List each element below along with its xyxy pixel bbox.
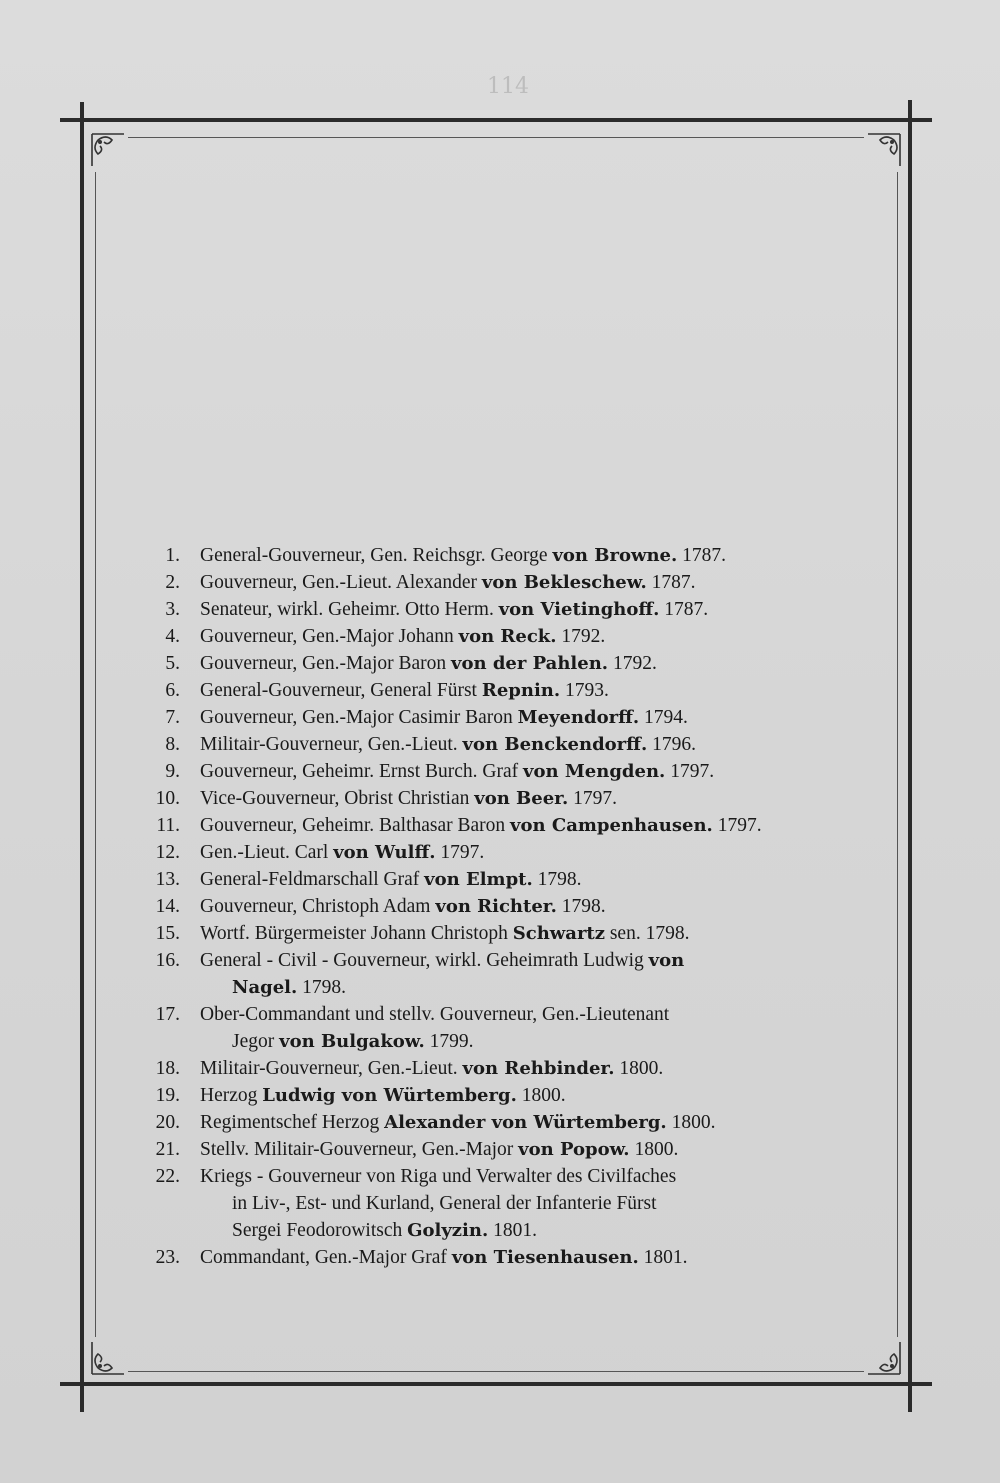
item-text: Sergei Feodorowitsch — [232, 1220, 408, 1241]
item-name: von Reck. — [458, 626, 557, 647]
item-number: 9. — [165, 761, 180, 782]
frame-inner-bottom — [128, 1371, 864, 1372]
item-text: Gouverneur, Geheimr. Balthasar Baron — [200, 815, 511, 836]
list-item — [150, 569, 830, 596]
item-name: Meyendorff. — [517, 707, 640, 728]
item-year: 1797. — [568, 788, 618, 809]
list-item — [150, 839, 830, 866]
item-name: von Elmpt. — [424, 869, 533, 890]
item-text: Jegor — [232, 1031, 280, 1052]
item-name: von Richter. — [435, 896, 557, 917]
list-item — [150, 650, 830, 677]
item-text: Vice-Gouverneur, Obrist Christian — [200, 788, 475, 809]
list-item — [150, 1163, 830, 1244]
item-text: in Liv-, Est- und Kurland, General der Infanterie Fürst — [232, 1193, 657, 1214]
item-text: Stellv. Militair-Gouverneur, Gen.-Major — [200, 1139, 519, 1160]
item-name: von Browne. — [552, 545, 678, 566]
list-item — [150, 1136, 830, 1163]
item-text: Ober-Commandant und stellv. Gouverneur, Gen.-Lieutenant — [200, 1004, 670, 1025]
list-item — [150, 623, 830, 650]
list-item — [150, 920, 830, 947]
list-item — [150, 596, 830, 623]
list-item — [150, 758, 830, 785]
frame-inner-right — [897, 172, 898, 1337]
item-number: 2. — [165, 572, 180, 593]
list-item — [150, 1109, 830, 1136]
item-name: von Vietinghoff. — [498, 599, 660, 620]
item-number: 22. — [155, 1166, 180, 1187]
frame-inner-top — [128, 137, 864, 138]
item-year: 1787. — [677, 545, 727, 566]
item-year: 1800. — [516, 1085, 566, 1106]
list-item — [150, 731, 830, 758]
list-item — [150, 677, 830, 704]
item-text: Kriegs - Gouverneur von Riga und Verwalter des Civilfaches — [200, 1166, 677, 1187]
item-number: 4. — [165, 626, 180, 647]
item-number: 18. — [155, 1058, 180, 1079]
item-year: 1797. — [665, 761, 715, 782]
item-name: Schwartz — [512, 923, 605, 944]
corner-ornament-bottom-right — [864, 1338, 904, 1378]
item-text: Militair-Gouverneur, Gen.-Lieut. — [200, 1058, 463, 1079]
item-text: General-Gouverneur, Gen. Reichsgr. George — [200, 545, 553, 566]
item-name: von der Pahlen. — [451, 653, 609, 674]
list-item — [150, 812, 830, 839]
item-year: 1801. — [638, 1247, 688, 1268]
item-year: 1794. — [639, 707, 688, 728]
item-number: 3. — [165, 599, 180, 620]
item-text: Militair-Gouverneur, Gen.-Lieut. — [200, 734, 463, 755]
item-year: 1792. — [608, 653, 657, 674]
item-text: Gen.-Lieut. Carl — [200, 842, 334, 863]
frame-bottom-rule — [60, 1382, 932, 1386]
item-year: 1800. — [666, 1112, 716, 1133]
item-year: 1792. — [556, 626, 606, 647]
item-number: 16. — [155, 950, 180, 971]
item-name: von Tiesenhausen. — [451, 1247, 639, 1268]
item-name: von Mengden. — [523, 761, 666, 782]
frame-top-rule — [60, 118, 932, 122]
item-continuation — [200, 1217, 830, 1244]
item-text: Gouverneur, Gen.-Major Johann — [200, 626, 459, 647]
frame-inner-left — [95, 172, 96, 1337]
item-text: Herzog — [200, 1085, 263, 1106]
item-number: 12. — [155, 842, 180, 863]
list-item — [150, 1082, 830, 1109]
item-text: Gouverneur, Gen.-Major Baron — [200, 653, 452, 674]
item-year: 1797. — [712, 815, 762, 836]
item-name: von Benckendorff. — [462, 734, 648, 755]
item-text: General - Civil - Gouverneur, wirkl. Geheimrath Ludwig — [200, 950, 649, 971]
item-year: 1787. — [659, 599, 709, 620]
item-name: von Campenhausen. — [510, 815, 713, 836]
item-text: Commandant, Gen.-Major Graf — [200, 1247, 452, 1268]
item-name: von Beer. — [474, 788, 569, 809]
list-item — [150, 1001, 830, 1055]
frame-right-rule — [908, 100, 912, 1412]
item-text: Gouverneur, Geheimr. Ernst Burch. Graf — [200, 761, 524, 782]
item-continuation — [200, 974, 830, 1001]
item-text: Gouverneur, Gen.-Lieut. Alexander — [200, 572, 482, 593]
item-name: Golyzin. — [407, 1220, 489, 1241]
item-number: 14. — [155, 896, 180, 917]
item-number: 17. — [155, 1004, 180, 1025]
item-name: von Bekleschew. — [481, 572, 647, 593]
item-number: 6. — [165, 680, 180, 701]
item-number: 21. — [155, 1139, 180, 1160]
item-text: General-Gouverneur, General Fürst — [200, 680, 482, 701]
item-year: 1796. — [647, 734, 696, 755]
item-year: 1800. — [629, 1139, 679, 1160]
corner-ornament-bottom-left — [88, 1338, 128, 1378]
item-text: Regimentschef Herzog — [200, 1112, 385, 1133]
item-name: von Bulgakow. — [279, 1031, 425, 1052]
item-continuation — [200, 1028, 830, 1055]
list-item — [150, 947, 830, 1001]
item-name: Alexander von Würtemberg. — [384, 1112, 667, 1133]
list-item — [150, 1055, 830, 1082]
item-name: von — [648, 950, 685, 971]
item-text: Gouverneur, Gen.-Major Casimir Baron — [200, 707, 518, 728]
item-text: General-Feldmarschall Graf — [200, 869, 425, 890]
item-number: 15. — [155, 923, 180, 944]
item-number: 13. — [155, 869, 180, 890]
item-text: Gouverneur, Christoph Adam — [200, 896, 436, 917]
item-number: 11. — [156, 815, 180, 836]
item-year: 1798. — [532, 869, 582, 890]
item-text: Senateur, wirkl. Geheimr. Otto Herm. — [200, 599, 499, 620]
item-year: 1799. — [424, 1031, 474, 1052]
item-number: 10. — [155, 788, 180, 809]
item-number: 7. — [165, 707, 180, 728]
list-item — [150, 866, 830, 893]
list-item — [150, 542, 830, 569]
item-year: 1798. — [556, 896, 606, 917]
item-name: von Wulff. — [333, 842, 436, 863]
item-name: Nagel. — [232, 977, 298, 998]
item-number: 1. — [165, 545, 180, 566]
corner-ornament-top-left — [88, 130, 128, 170]
item-year: 1801. — [488, 1220, 537, 1241]
item-number: 8. — [165, 734, 180, 755]
item-year: 1787. — [646, 572, 696, 593]
item-name: von Popow. — [518, 1139, 630, 1160]
list-item — [150, 1244, 830, 1271]
item-number: 20. — [155, 1112, 180, 1133]
item-name: Repnin. — [481, 680, 561, 701]
item-name: von Rehbinder. — [462, 1058, 615, 1079]
item-number: 19. — [155, 1085, 180, 1106]
page-number: 114 — [487, 74, 529, 99]
list-item — [150, 785, 830, 812]
item-continuation — [200, 1190, 830, 1217]
frame-left-rule — [80, 102, 84, 1412]
item-year: 1793. — [560, 680, 609, 701]
item-year: 1798. — [297, 977, 347, 998]
list-item — [150, 893, 830, 920]
corner-ornament-top-right — [864, 130, 904, 170]
governor-list — [150, 542, 830, 1271]
item-name: Ludwig von Würtemberg. — [262, 1085, 517, 1106]
item-number: 5. — [165, 653, 180, 674]
item-year: sen. 1798. — [604, 923, 690, 944]
item-year: 1797. — [435, 842, 485, 863]
item-year: 1800. — [614, 1058, 664, 1079]
item-text: Wortf. Bürgermeister Johann Christoph — [200, 923, 513, 944]
item-number: 23. — [155, 1247, 180, 1268]
list-item — [150, 704, 830, 731]
